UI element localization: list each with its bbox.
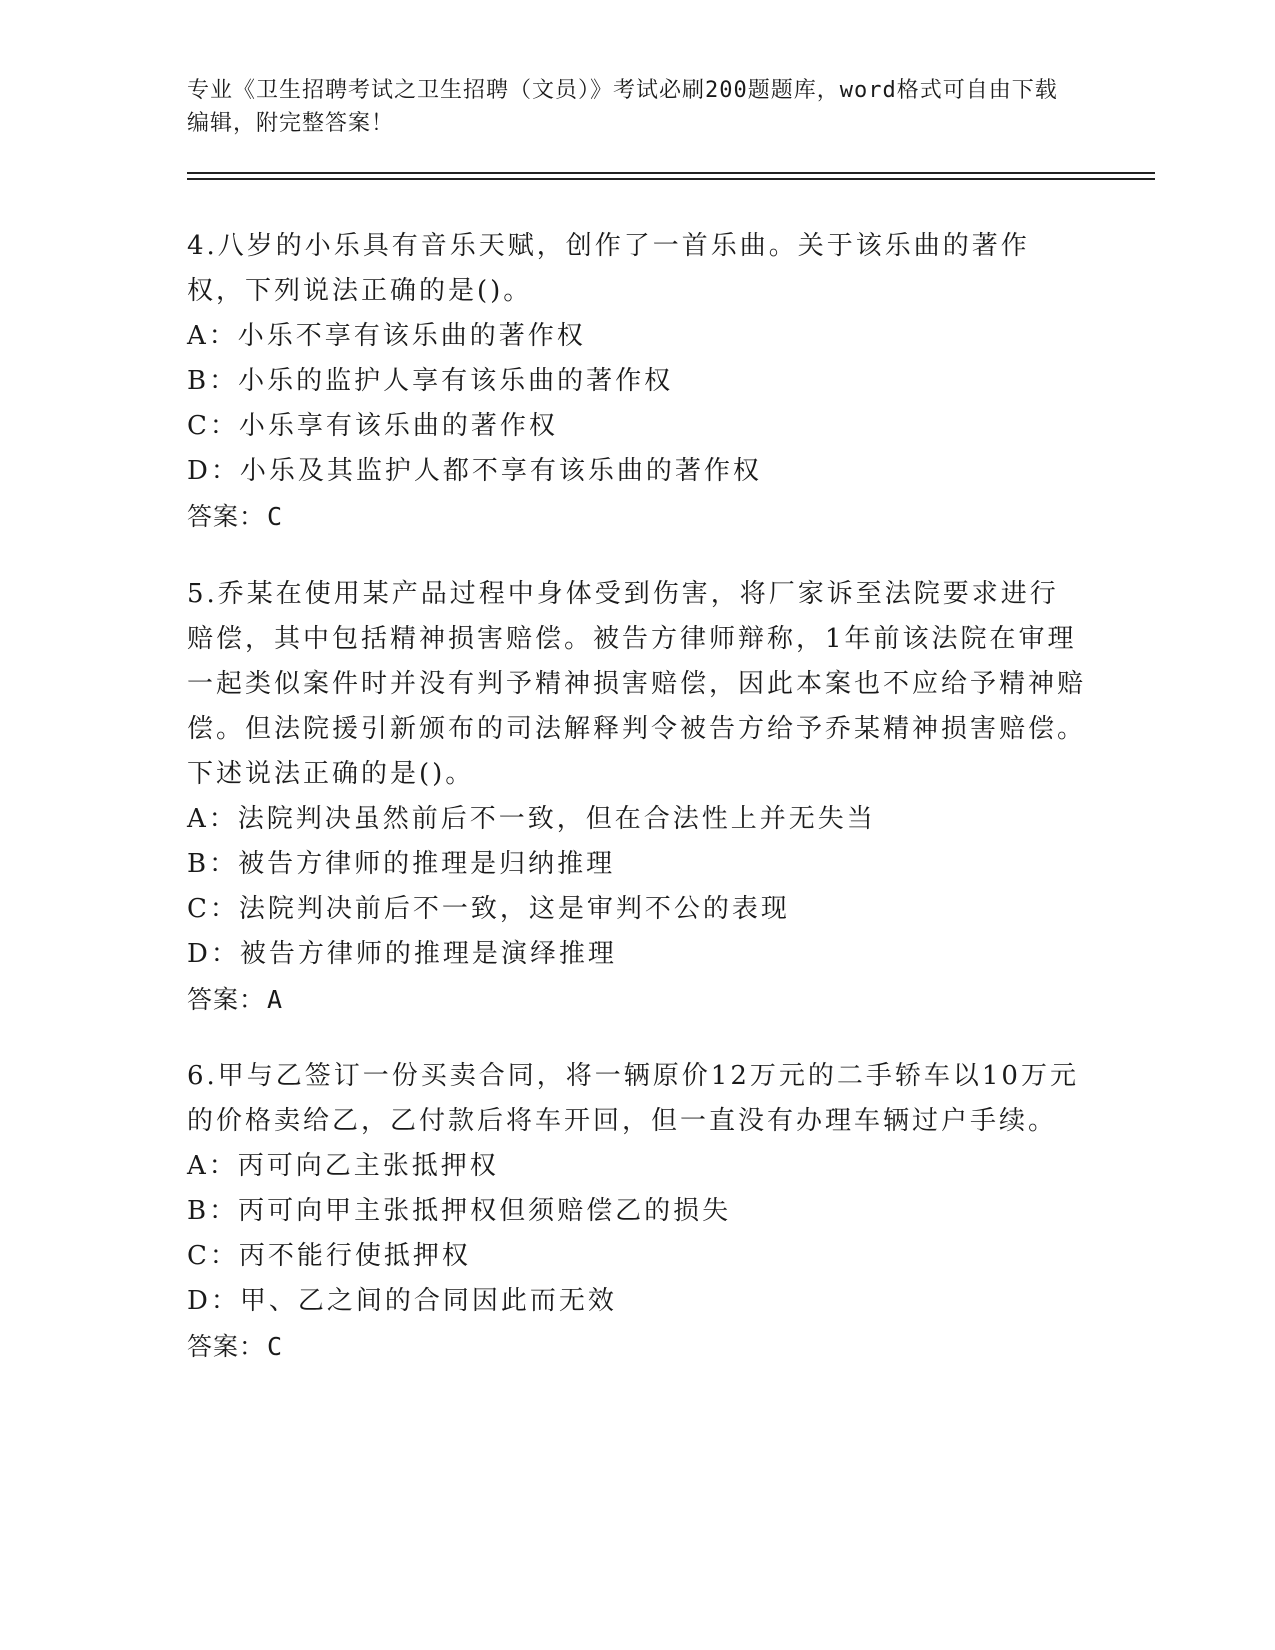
question-5 <box>187 572 1087 1022</box>
question-stem: 6.甲与乙签订一份买卖合同，将一辆原价12万元的二手轿车以10万元的价格卖给乙，乙付款后将车开回，但一直没有办理车辆过户手续。 <box>187 1061 1079 1136</box>
option-a: A：丙可向乙主张抵押权 <box>187 1151 499 1181</box>
document-header: 专业《卫生招聘考试之卫生招聘（文员）》考试必刷200题题库，word格式可自由下载编辑，附完整答案！ <box>187 78 1058 136</box>
question-4 <box>187 224 1087 539</box>
header-divider-bottom <box>187 178 1155 180</box>
answer-value: C <box>267 1332 284 1361</box>
question-stem: 4.八岁的小乐具有音乐天赋，创作了一首乐曲。关于该乐曲的著作权，下列说法正确的是()。 <box>187 231 1030 306</box>
answer-line <box>187 1324 1087 1369</box>
option-b: B：被告方律师的推理是归纳推理 <box>187 849 616 879</box>
answer-line <box>187 977 1087 1022</box>
question-6 <box>187 1054 1087 1369</box>
option-c: C：丙不能行使抵押权 <box>187 1241 471 1271</box>
answer-label: 答案： <box>187 1332 266 1361</box>
question-stem: 5.乔某在使用某产品过程中身体受到伤害，将厂家诉至法院要求进行赔偿，其中包括精神损害赔偿。被告方律师辩称，1年前该法院在审理一起类似案件时并没有判予精神损害赔偿，因此本案也不应给予精神赔偿。但法院援引新颁布的司法解释判令被告方给予乔某精神损害赔偿。下述说法正确的是()。 <box>187 579 1087 789</box>
answer-label: 答案： <box>187 985 266 1014</box>
answer-value: A <box>267 985 284 1014</box>
option-d: D：被告方律师的推理是演绎推理 <box>187 939 617 969</box>
answer-value: C <box>267 502 284 531</box>
option-c: C：法院判决前后不一致，这是审判不公的表现 <box>187 894 790 924</box>
answer-line <box>187 494 1087 539</box>
answer-label: 答案： <box>187 502 266 531</box>
option-c: C：小乐享有该乐曲的著作权 <box>187 411 558 441</box>
option-b: B：丙可向甲主张抵押权但须赔偿乙的损失 <box>187 1196 732 1226</box>
option-a: A：小乐不享有该乐曲的著作权 <box>187 321 586 351</box>
option-d: D：小乐及其监护人都不享有该乐曲的著作权 <box>187 456 762 486</box>
option-a: A：法院判决虽然前后不一致，但在合法性上并无失当 <box>187 804 876 834</box>
option-d: D：甲、乙之间的合同因此而无效 <box>187 1286 617 1316</box>
header-divider-top <box>187 172 1155 174</box>
option-b: B：小乐的监护人享有该乐曲的著作权 <box>187 366 674 396</box>
